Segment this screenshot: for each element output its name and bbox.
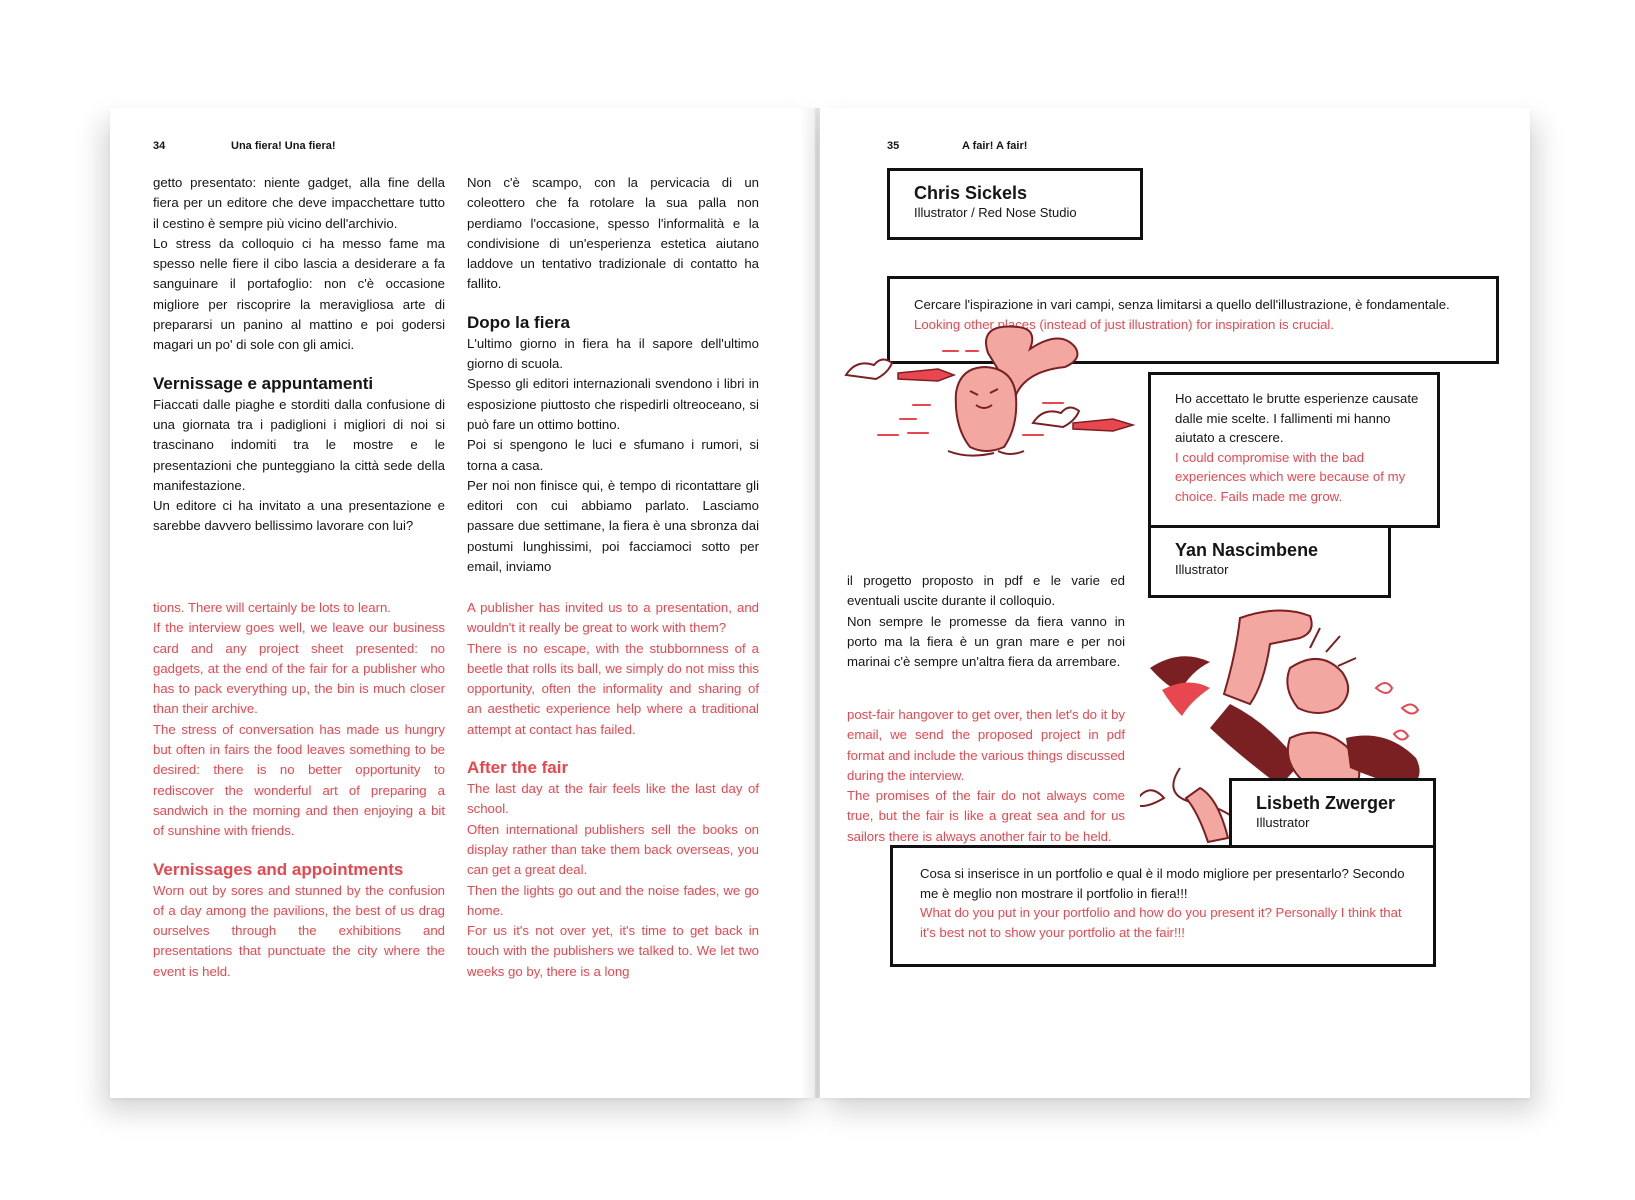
col2-heading-it: Dopo la fiera [467, 312, 570, 332]
running-title-left: Una fiera! Una fiera! [231, 140, 336, 152]
paragraph: Lo stress da colloquio ci ha messo fame ma spesso nelle fiere il cibo lascia a desiderare a fa sanguinare il portafoglio: non c'è occasione migliore per riscoprire la meravigliosa arte di prepararsi un panino al mattino e poi godersi magari un po' di sole con gli amici. [153, 235, 445, 353]
quote-en-yan: I could compromise with the bad experiences which were because of my choice. Fails made me grow. [1175, 449, 1406, 504]
col2-en-paragraphs [467, 598, 759, 740]
role-lisbeth: Illustrator [1256, 815, 1310, 830]
paragraph: Per noi non finisce qui, è tempo di ricontattare gli editori con cui abbiamo parlato. Lasciamo passare due settimane, la fiera è una sbronza dai postumi lunghissimi, poi facciamoci sotto per email, inviamo [467, 477, 759, 575]
paragraph: If the interview goes well, we leave our business card and any project sheet presented: no gadgets, at the end of the fair for a publisher who has to pack everything up, the bin is much closer than their archive. [153, 620, 445, 717]
paragraph: Fiaccati dalle piaghe e storditi dalla confusione di una giornata tra i padiglioni i migliori di noi si trascinano indomiti tra le mostre e le presentazioni che punteggiano la città sede della manifestazione. [153, 396, 445, 493]
paragraph: Non sempre le promesse da fiera vanno in porto ma la fiera è un gran mare e per noi marinai c'è sempre un'altra fiera da arrembare. [847, 613, 1125, 670]
col1-it-after-paragraphs [153, 395, 445, 537]
paragraph: getto presentato: niente gadget, alla fine della fiera per un editore che deve impacchettare tutto il cestino è sempre più vicino dell'archivio. [153, 175, 445, 231]
name-box-lisbeth-zwerger [1229, 778, 1436, 850]
quote-en-chris: Looking other places (instead of just illustration) for inspiration is crucial. [914, 316, 1335, 332]
left-column-1-italian [153, 173, 445, 537]
col2-it-after-paragraphs [467, 334, 759, 578]
paragraph: Non c'è scampo, con la pervicacia di un coleottero che fa rotolare la sua palla non perdiamo l'occasione, spesso l'informalità e la condivisione di un'esperienza estetica aiutano laddove un tentativo tradizionale di contatto ha fallito. [467, 175, 759, 292]
left-column-2-english [467, 598, 759, 982]
col2-it-paragraphs [467, 173, 759, 295]
paragraph: A publisher has invited us to a presentation, and wouldn't it really be great to work with them? [467, 600, 759, 636]
running-title-right: A fair! A fair! [962, 140, 1028, 152]
col1-heading-en: Vernissages and appointments [153, 859, 404, 879]
paragraph: There is no escape, with the stubbornness of a beetle that rolls its ball, we simply do not miss this opportunity, often the informality and sharing of an aesthetic experience help where a traditional attempt at contact has failed. [467, 640, 759, 737]
col1-it-paragraphs [153, 173, 445, 356]
quote-it-yan: Ho accettato le brutte esperienze causate dalle mie scelte. I fallimenti mi hanno aiutato a crescere. [1175, 391, 1419, 445]
quote-box-lisbeth-zwerger [890, 845, 1436, 967]
paragraph: Un editore ci ha invitato a una presentazione e sarebbe davvero bellissimo lavorare con lui? [153, 498, 445, 534]
paragraph: post-fair hangover to get over, then let's do it by email, we send the proposed project in pdf format and include the various things discussed during the interview. [847, 707, 1125, 783]
quote-it-lisbeth: Cosa si inserisce in un portfolio e qual è il modo migliore per presentarlo? Secondo me è meglio non mostrare il portfolio in fiera!!! [920, 866, 1405, 901]
right-body-english [847, 705, 1125, 847]
paragraph: il progetto proposto in pdf e le varie ed eventuali uscite durante il colloquio. [847, 573, 1125, 609]
paragraph: tions. There will certainly be lots to learn. [153, 600, 391, 615]
role-chris: Illustrator / Red Nose Studio [914, 205, 1077, 220]
paragraph: Then the lights go out and the noise fades, we go home. [467, 882, 759, 918]
role-yan: Illustrator [1175, 562, 1229, 577]
paragraph: The promises of the fair do not always come true, but the fair is like a great sea and for us sailors there is always another fair to be held. [847, 788, 1125, 844]
col1-heading-it: Vernissage e appuntamenti [153, 373, 374, 393]
quote-it-chris: Cercare l'ispirazione in vari campi, senza limitarsi a quello dell'illustrazione, è fondamentale. [914, 297, 1450, 312]
paragraph: Often international publishers sell the books on display rather than take them back overseas, you can get a great deal. [467, 821, 759, 878]
paragraph: Worn out by sores and stunned by the confusion of a day among the pavilions, the best of us drag ourselves through the exhibitions and presentations that punctuate the city where the event is held. [153, 882, 445, 979]
right-page [820, 108, 1530, 1098]
paragraph: Spesso gli editori internazionali svendono i libri in esposizione piuttosto che rispedirli oltreoceano, si può fare un ottimo bottino. [467, 376, 759, 432]
paragraph: Poi si spengono le luci e sfumano i rumori, si torna a casa. [467, 437, 759, 473]
paragraph: The stress of conversation has made us hungry but often in fairs the food leaves something to be desired: there is no better opportunity to rediscover the wonderful art of preparing a sandwich in the morning and then enjoying a bit of sunshine with friends. [153, 721, 445, 839]
left-column-1-english [153, 598, 445, 982]
left-page [110, 108, 815, 1098]
name-chris: Chris Sickels [914, 183, 1028, 203]
page-number-left: 34 [153, 140, 166, 152]
page-number-right: 35 [887, 140, 900, 152]
paragraph: For us it's not over yet, it's time to get back in touch with the publishers we talked to. We let two weeks go by, there is a long [467, 923, 759, 979]
name-lisbeth: Lisbeth Zwerger [1256, 793, 1396, 813]
col2-en-after-paragraphs [467, 779, 759, 982]
paragraph: The last day at the fair feels like the last day of school. [467, 781, 759, 817]
right-it-paragraphs [847, 571, 1125, 672]
quote-box-yan-nascimbene [1148, 372, 1440, 528]
left-column-2-italian [467, 173, 759, 577]
right-body-italian [847, 571, 1125, 672]
rabbit-illustration [838, 323, 1138, 463]
name-yan: Yan Nascimbene [1175, 540, 1319, 560]
col1-en-after-paragraphs [153, 881, 445, 982]
quote-en-lisbeth: What do you put in your portfolio and how do you present it? Personally I think that it's best not to show your portfolio at the fair!!! [920, 905, 1402, 940]
name-box-chris-sickels [887, 168, 1143, 240]
col1-en-paragraphs [153, 598, 445, 842]
name-box-yan-nascimbene [1148, 525, 1391, 598]
paragraph: L'ultimo giorno in fiera ha il sapore dell'ultimo giorno di scuola. [467, 335, 759, 372]
col2-heading-en: After the fair [467, 758, 569, 778]
right-en-paragraphs [847, 705, 1125, 847]
